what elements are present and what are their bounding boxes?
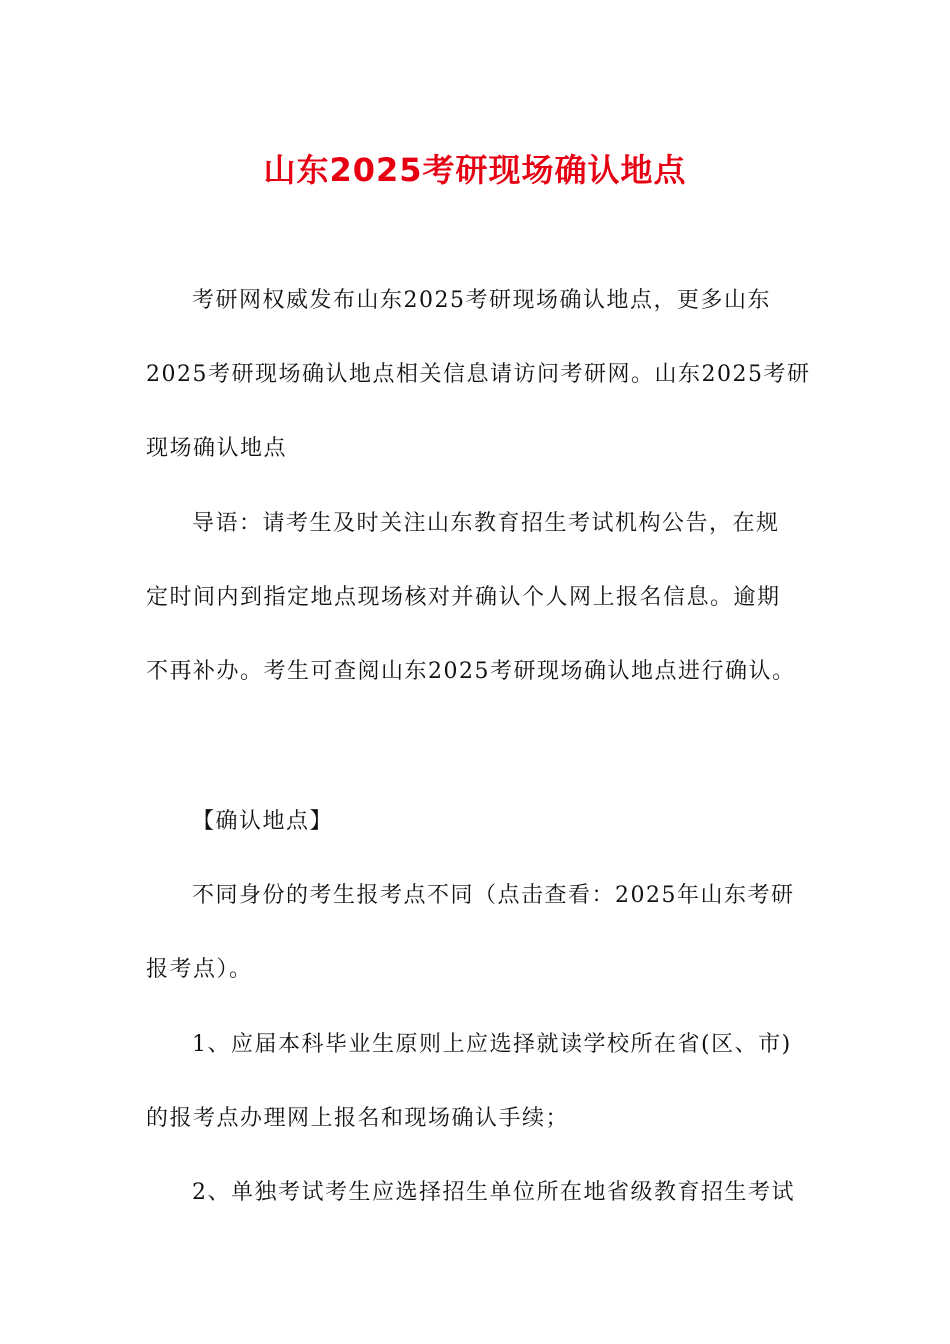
- lead-paragraph-line-2: 定时间内到指定地点现场核对并确认个人网上报名信息。逾期: [146, 585, 781, 610]
- lead-paragraph-line-3: 不再补办。考生可查阅山东2025考研现场确认地点进行确认。: [146, 659, 796, 684]
- lead-paragraph-line-1: 导语：请考生及时关注山东教育招生考试机构公告，在规: [192, 511, 780, 536]
- intro-paragraph-line-3: 现场确认地点: [146, 436, 288, 461]
- intro-paragraph-line-1: 考研网权威发布山东2025考研现场确认地点，更多山东: [192, 288, 771, 313]
- document-title: 山东2025考研现场确认地点: [263, 151, 687, 189]
- registration-note-line-2: 报考点）。: [146, 957, 253, 982]
- rule-1-line-1: 1、应届本科毕业生原则上应选择就读学校所在省(区、市): [192, 1032, 792, 1057]
- section-heading: 【确认地点】: [192, 809, 334, 834]
- rule-2-line-1: 2、单独考试考生应选择招生单位所在地省级教育招生考试: [192, 1180, 795, 1205]
- registration-note-line-1: 不同身份的考生报考点不同（点击查看：2025年山东考研: [192, 883, 795, 908]
- intro-paragraph-line-2: 2025考研现场确认地点相关信息请访问考研网。山东2025考研: [146, 362, 811, 387]
- rule-1-line-2: 的报考点办理网上报名和现场确认手续；: [146, 1106, 570, 1131]
